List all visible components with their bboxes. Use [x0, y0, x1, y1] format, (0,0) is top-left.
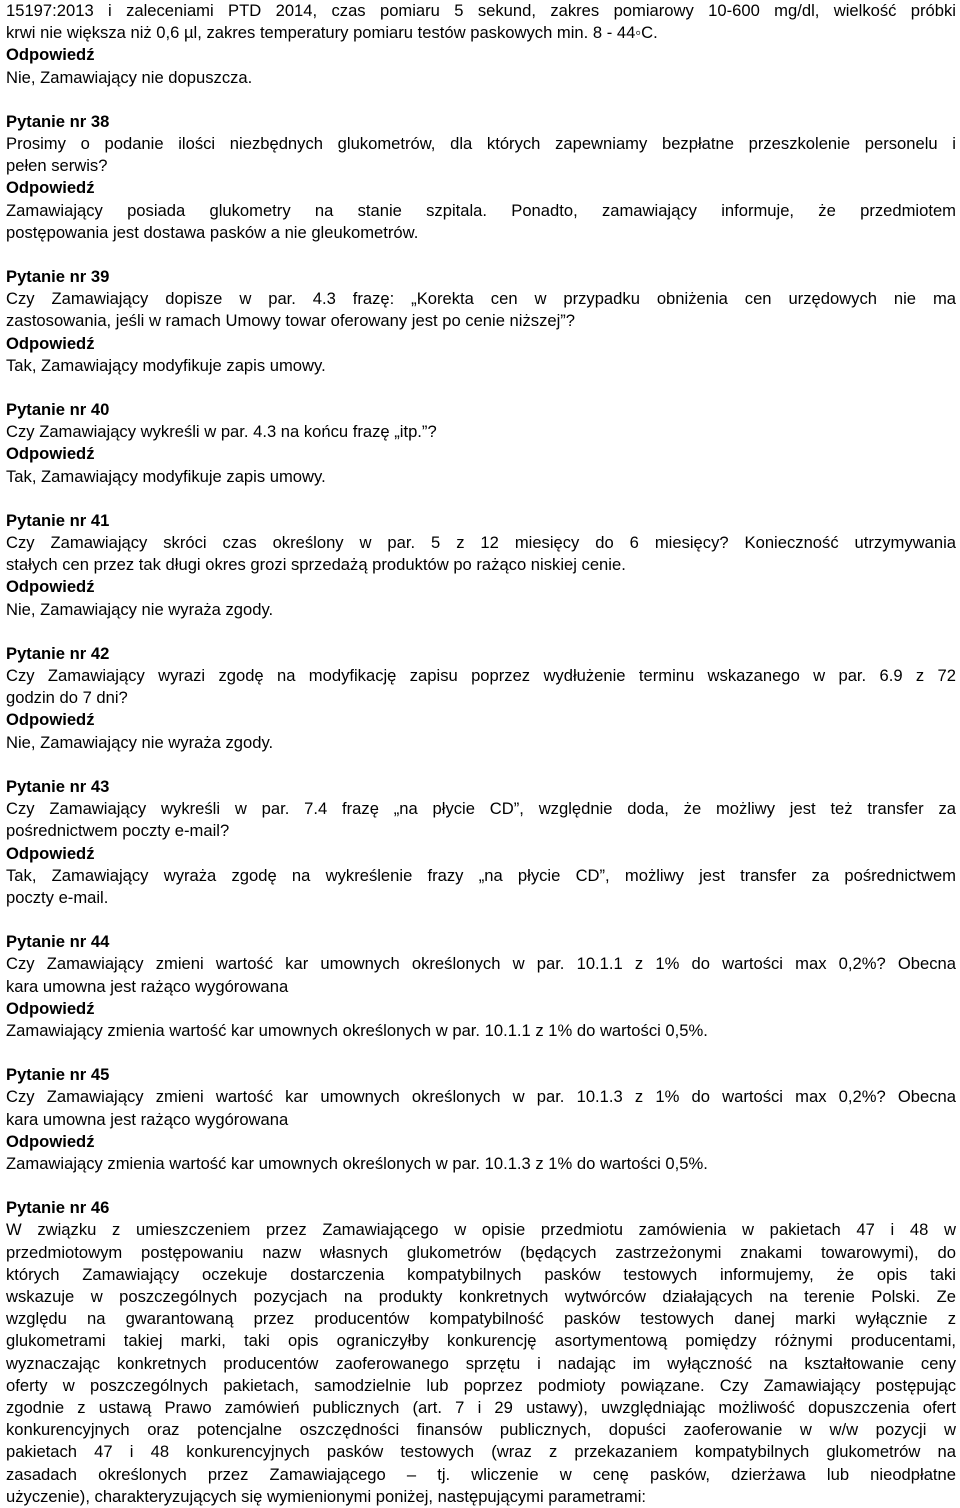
answer-line: Nie, Zamawiający nie wyraża zgody. [6, 732, 274, 752]
answer-text [6, 599, 956, 621]
question-line: których Zamawiający oczekuje dostarczenia kompatybilnych pasków testowych informujemy, że opis taki [6, 1264, 956, 1284]
question-line: konkurencyjnych oraz potencjalne oszczędności finansów publicznych, dopuści zaoferowanie w w/w pozycji w [6, 1420, 956, 1440]
answer-line: Tak, Zamawiający modyfikuje zapis umowy. [6, 355, 326, 375]
answer-label: Odpowiedź [6, 843, 95, 863]
question-line: Czy Zamawiający wyrazi zgodę na modyfikację zapisu poprzez wydłużenie terminu wskazanego w par. 6.9 z 72 [6, 666, 956, 686]
answer-line: Nie, Zamawiający nie dopuszcza. [6, 67, 253, 87]
answer-line: poczty e-mail. [6, 887, 109, 907]
question-section [6, 399, 956, 488]
question-section [6, 510, 956, 621]
answer-label: Odpowiedź [6, 45, 95, 65]
answer-label: Odpowiedź [6, 998, 95, 1018]
question-text [6, 288, 956, 332]
question-heading: Pytanie nr 42 [6, 643, 110, 663]
answer-line: Zamawiający zmienia wartość kar umownych określonych w par. 10.1.3 z 1% do wartości 0,5%. [6, 1153, 708, 1173]
answer-line: Zamawiający posiada glukometry na stanie szpitala. Ponadto, zamawiający informuje, że przedmiotem [6, 200, 956, 220]
answer-label: Odpowiedź [6, 1131, 95, 1151]
question-section [6, 643, 956, 754]
questions-list [6, 111, 956, 1175]
question-heading: Pytanie nr 44 [6, 932, 110, 952]
question-line: W związku z umieszczeniem przez Zamawiającego w opisie przedmiotu zamówienia w pakietach 47 i 48 w [6, 1220, 956, 1240]
question-text [6, 1219, 956, 1508]
question-line: Czy Zamawiający skróci czas określony w par. 5 z 12 miesięcy do 6 miesięcy? Konieczność utrzymywania [6, 533, 956, 553]
intro-section [6, 0, 956, 89]
question-line: stałych cen przez tak długi okres grozi sprzedażą produktów po rażąco niskiej cenie. [6, 555, 626, 575]
question-section [6, 111, 956, 244]
answer-label: Odpowiedź [6, 333, 95, 353]
question-heading: Pytanie nr 43 [6, 776, 110, 796]
question-line: użyczenie), charakteryzujących się wymienionymi poniżej, następującymi parametrami: [6, 1486, 647, 1506]
question-line: przedmiotowym postępowaniu nazw własnych glukometrów (będących zastrzeżonymi znakami towarowymi), do [6, 1242, 956, 1262]
document-page [6, 0, 956, 1508]
question-line: Czy Zamawiający zmieni wartość kar umownych określonych w par. 10.1.1 z 1% do wartości max 0,2%? Obecna [6, 954, 956, 974]
question-line: zasadach określonych przez Zamawiającego – tj. wliczenie w cenę pasków, dzierżawa lub nieodpłatne [6, 1464, 956, 1484]
question-section [6, 1197, 956, 1508]
question-line: kara umowna jest rażąco wygórowana [6, 1109, 289, 1129]
question-text [6, 798, 956, 842]
question-line: wskazuje w poszczególnych pozycjach na produkty konkretnych wytwórców działających na terenie Polski. Ze [6, 1286, 956, 1306]
question-line: kara umowna jest rażąco wygórowana [6, 976, 289, 996]
question-heading: Pytanie nr 45 [6, 1065, 110, 1085]
paragraph-line: krwi nie większa niż 0,6 µl, zakres temperatury pomiaru testów paskowych min. 8 - 44◦C. [6, 23, 658, 43]
answer-line: Zamawiający zmienia wartość kar umownych określonych w par. 10.1.1 z 1% do wartości 0,5%. [6, 1020, 708, 1040]
answer-line: Tak, Zamawiający modyfikuje zapis umowy. [6, 466, 326, 486]
question-section [6, 1064, 956, 1175]
answer-label: Odpowiedź [6, 444, 95, 464]
question-text [6, 421, 956, 443]
question-section [6, 266, 956, 377]
question-line: Czy Zamawiający zmieni wartość kar umownych określonych w par. 10.1.3 z 1% do wartości max 0,2%? Obecna [6, 1087, 956, 1107]
question-line: oferty w poszczególnych pakietach, samodzielnie lub poprzez podmioty powiązane. Czy Zamawiający postępując [6, 1375, 956, 1395]
question-heading: Pytanie nr 39 [6, 267, 110, 287]
answer-text [6, 732, 956, 754]
answer-text [6, 865, 956, 909]
question-line: pakietach 47 i 48 konkurencyjnych pasków testowych (wraz z przekazaniem kompatybilnych glukometrów na [6, 1442, 956, 1462]
answer-text [6, 466, 956, 488]
question-text [6, 953, 956, 997]
question-line: wyznaczając konkretnych producentów zaoferowanego sprzętu i nadając im wyłączność na kształtowanie ceny [6, 1353, 956, 1373]
question-line: zastosowania, jeśli w ramach Umowy towar oferowany jest po cenie niższej”? [6, 311, 576, 331]
question-line: Czy Zamawiający wykreśli w par. 7.4 frazę „na płycie CD”, względnie doda, że możliwy jest też transfer za [6, 799, 956, 819]
question-text [6, 1086, 956, 1130]
answer-line: Tak, Zamawiający wyraża zgodę na wykreślenie frazy „na płycie CD”, możliwy jest transfer za pośrednictwem [6, 865, 956, 885]
question-heading: Pytanie nr 40 [6, 400, 110, 420]
question-line: godzin do 7 dni? [6, 688, 128, 708]
answer-label: Odpowiedź [6, 710, 95, 730]
question-section [6, 931, 956, 1042]
question-line: Czy Zamawiający dopisze w par. 4.3 frazę: „Korekta cen w przypadku obniżenia cen urzędowych nie ma [6, 289, 956, 309]
question-line: zgodnie z ustawą Prawo zamówień publicznych (art. 7 i 29 ustawy), uwzględniając możliwość dopuszczenia ofert [6, 1397, 956, 1417]
answer-text [6, 1020, 956, 1042]
question-heading: Pytanie nr 41 [6, 510, 110, 530]
question-text [6, 133, 956, 177]
question-text [6, 532, 956, 576]
answer-line: postępowania jest dostawa pasków a nie gleukometrów. [6, 222, 419, 242]
paragraph-line: 15197:2013 i zaleceniami PTD 2014, czas pomiaru 5 sekund, zakres pomiarowy 10-600 mg/dl, wielkość próbki [6, 1, 956, 20]
answer-text [6, 1153, 956, 1175]
question-line: Czy Zamawiający wykreśli w par. 4.3 na końcu frazę „itp.”? [6, 422, 437, 442]
question-line: pośrednictwem poczty e-mail? [6, 821, 230, 841]
answer-line: Nie, Zamawiający nie wyraża zgody. [6, 599, 274, 619]
answer-label: Odpowiedź [6, 178, 95, 198]
question-heading: Pytanie nr 46 [6, 1198, 110, 1218]
question-section [6, 776, 956, 909]
question-heading: Pytanie nr 38 [6, 111, 110, 131]
question-line: glukometrami takiej marki, taki opis ograniczyłby konkurencję asortymentową pomiędzy różnymi producentami, [6, 1331, 956, 1351]
question-line: Prosimy o podanie ilości niezbędnych glukometrów, dla których zapewniamy bezpłatne przeszkolenie personelu i [6, 134, 956, 154]
question-line: względu na gwarantowaną przez producentów kompatybilność pasków testowych danej marki wyłącznie z [6, 1309, 956, 1329]
answer-text [6, 200, 956, 244]
answer-label: Odpowiedź [6, 577, 95, 597]
answer-text [6, 355, 956, 377]
question-line: pełen serwis? [6, 156, 108, 176]
question-text [6, 665, 956, 709]
